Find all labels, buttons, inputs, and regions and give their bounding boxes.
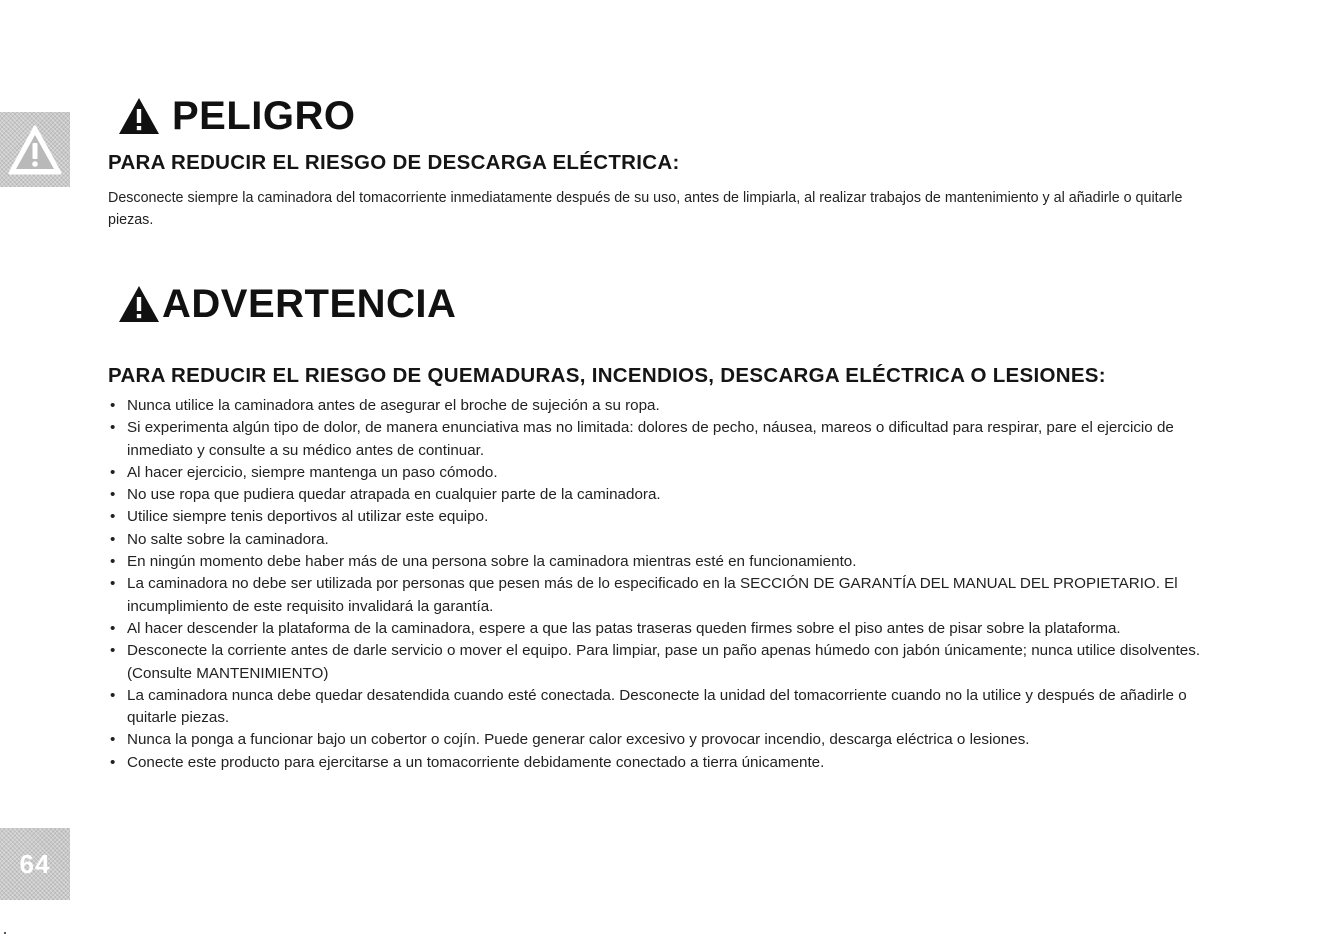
warning-triangle-icon — [7, 124, 63, 176]
list-item: • En ningún momento debe haber más de una persona sobre la caminadora mientras esté en funcionamiento. — [110, 553, 857, 571]
page-number: 64 — [19, 848, 51, 879]
list-item: • No salte sobre la caminadora. — [110, 530, 329, 548]
peligro-heading — [118, 92, 356, 140]
list-item: • Desconecte la corriente antes de darle servicio o mover el equipo. Para limpiar, pase un paño apenas húmedo con jabón únicamente; nunca utilice disolventes. (Consulte MANTENIMIENTO) — [110, 642, 1201, 682]
corner-mark — [4, 932, 6, 934]
list-item: • Nunca utilice la caminadora antes de asegurar el broche de sujeción a su ropa. — [110, 397, 660, 414]
list-item: • Utilice siempre tenis deportivos al utilizar este equipo. — [110, 508, 489, 526]
warning-triangle-icon — [118, 285, 160, 323]
warning-side-tab — [0, 112, 70, 187]
page-number-tab — [0, 828, 70, 900]
advertencia-title: ADVERTENCIA — [162, 282, 457, 326]
peligro-title: PELIGRO — [172, 94, 356, 138]
list-item: • Al hacer descender la plataforma de la caminadora, espere a que las patas traseras queden firmes sobre el piso antes de pisar sobre la plataforma. — [110, 619, 1121, 637]
list-item: • La caminadora no debe ser utilizada por personas que pesen más de lo especificado en la SECCIÓN DE GARANTÍA DEL MANUAL DEL PROPIETARIO. El incumplimiento de este requisito invalidará la garantía. — [110, 575, 1178, 615]
list-item: • Nunca la ponga a funcionar bajo un cobertor o cojín. Puede generar calor excesivo y provocar incendio, descarga eléctrica o lesiones. — [110, 731, 1030, 749]
advertencia-heading — [118, 280, 456, 328]
warning-triangle-icon — [118, 97, 160, 135]
advertencia-bullet-list — [108, 395, 1228, 774]
list-item: • Si experimenta algún tipo de dolor, de manera enunciativa mas no limitada: dolores de pecho, náusea, mareos o dificultad para respirar, pare el ejercicio de inmediato y consulte a su médico antes de continuar. — [110, 419, 1174, 459]
peligro-subheading: PARA REDUCIR EL RIESGO DE DESCARGA ELÉCTRICA: — [108, 151, 680, 174]
peligro-body: Desconecte siempre la caminadora del tomacorriente inmediatamente después de su uso, antes de limpiarla, al realizar trabajos de mantenimiento y al añadirle o quitarle piezas. — [108, 190, 1183, 228]
advertencia-subheading: PARA REDUCIR EL RIESGO DE QUEMADURAS, INCENDIOS, DESCARGA ELÉCTRICA O LESIONES: — [108, 364, 1106, 387]
list-item: • Al hacer ejercicio, siempre mantenga un paso cómodo. — [110, 463, 498, 481]
list-item: • Conecte este producto para ejercitarse a un tomacorriente debidamente conectado a tierra únicamente. — [110, 753, 825, 771]
list-item: • No use ropa que pudiera quedar atrapada en cualquier parte de la caminadora. — [110, 486, 661, 504]
list-item: • La caminadora nunca debe quedar desatendida cuando esté conectada. Desconecte la unidad del tomacorriente cuando no la utilice y después de añadirle o quitarle piezas. — [110, 686, 1187, 727]
